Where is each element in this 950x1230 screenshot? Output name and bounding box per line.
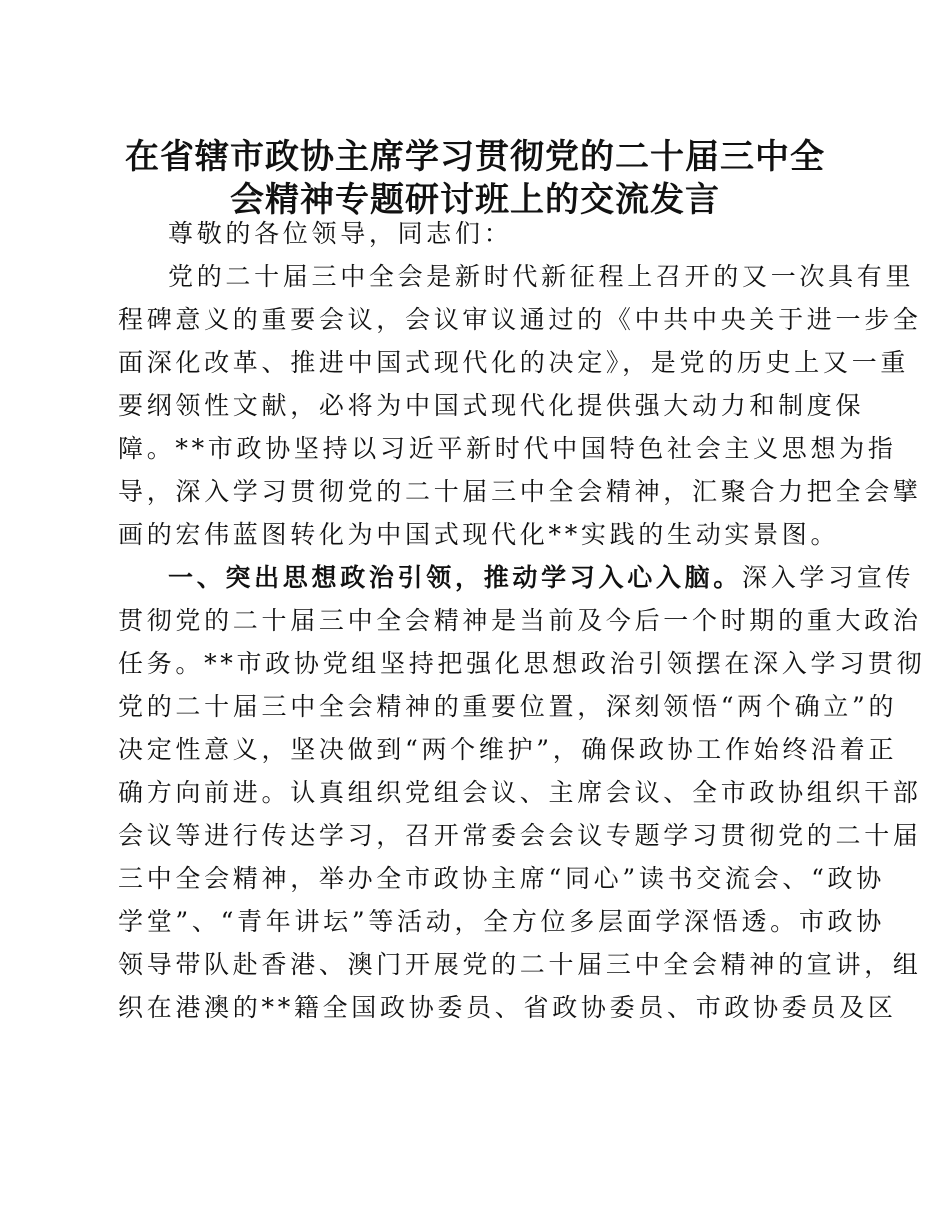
paragraph-line: 领导带队赴香港、澳门开展党的二十届三中全会精神的宣讲，组: [118, 950, 922, 979]
section-1-lead: 深入学习宣传: [742, 563, 915, 592]
paragraph-line: 确方向前进。认真组织党组会议、主席会议、全市政协组织干部: [118, 778, 922, 807]
section-1-first-line: [118, 556, 915, 599]
document-body: [118, 212, 926, 1029]
paragraph-line: 三中全会精神，举办全市政协主席“同心”读书交流会、“政协: [118, 864, 885, 893]
greeting: 尊敬的各位领导，同志们：: [168, 219, 513, 248]
paragraph-line: 任务。**市政协党组坚持把强化思想政治引领摆在深入学习贯彻: [118, 649, 926, 678]
document-title-line-2: 会精神专题研讨班上的交流发言: [230, 180, 720, 220]
paragraph-line: 会议等进行传达学习，召开常委会会议专题学习贯彻党的二十届: [118, 821, 922, 850]
paragraph-line: 画的宏伟蓝图转化为中国式现代化**实践的生动实景图。: [118, 520, 840, 549]
paragraph-line: 面深化改革、推进中国式现代化的决定》，是党的历史上又一重: [118, 348, 910, 377]
paragraph-line: 决定性意义，坚决做到“两个维护”，确保政协工作始终沿着正: [118, 735, 898, 764]
paragraph-line: 学堂”、“青年讲坛”等活动，全方位多层面学深悟透。市政协: [118, 907, 885, 936]
paragraph-line: 要纲领性文献，必将为中国式现代化提供强大动力和制度保: [118, 391, 865, 420]
section-1-heading: 一、突出思想政治引领，推动学习入心入脑。: [168, 563, 743, 592]
paragraph-line: 障。**市政协坚持以习近平新时代中国特色社会主义思想为指: [118, 434, 897, 463]
paragraph-line: 织在港澳的**籍全国政协委员、省政协委员、市政协委员及区: [118, 993, 897, 1022]
paragraph-line: 程碑意义的重要会议，会议审议通过的《中共中央关于进一步全: [118, 305, 922, 334]
paragraph-line: 贯彻党的二十届三中全会精神是当前及今后一个时期的重大政治: [118, 606, 922, 635]
paragraph-line: 导，深入学习贯彻党的二十届三中全会精神，汇聚合力把全会擘: [118, 477, 922, 506]
paragraph-line: 党的二十届三中全会精神的重要位置，深刻领悟“两个确立”的: [118, 692, 898, 721]
document-title-line-1: 在省辖市政协主席学习贯彻党的二十届三中全: [125, 137, 825, 177]
paragraph-line: 党的二十届三中全会是新时代新征程上召开的又一次具有里: [168, 262, 915, 291]
